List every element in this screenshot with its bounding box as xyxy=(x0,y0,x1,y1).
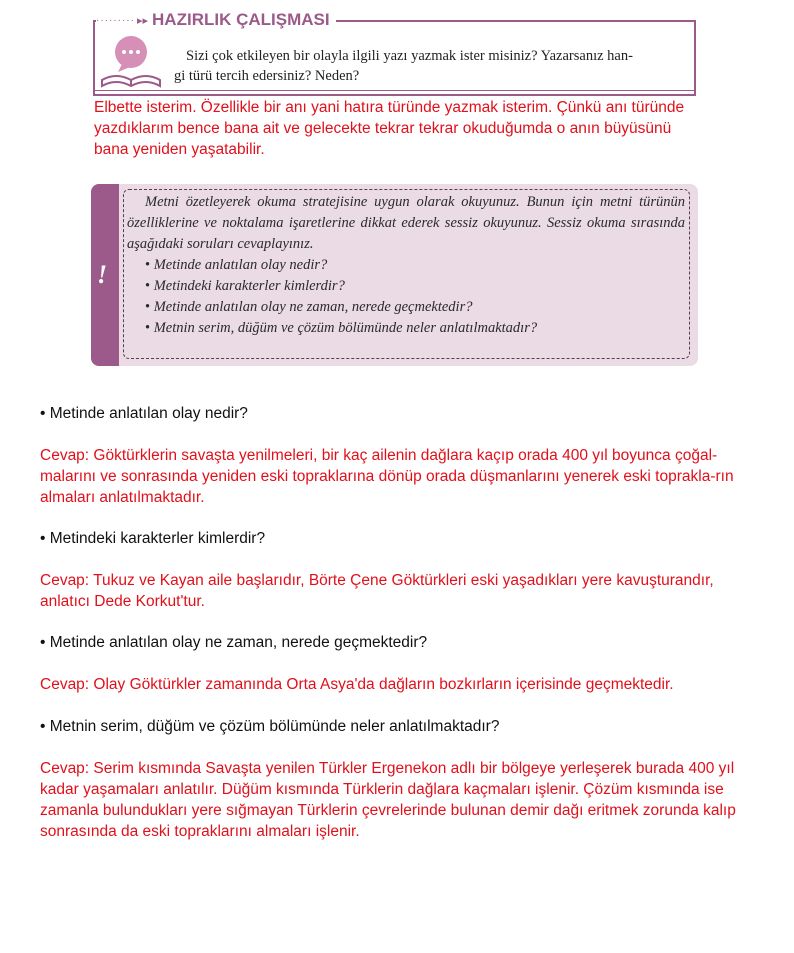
list-item: • Metinde anlatılan olay nedir? xyxy=(145,255,685,276)
list-item: • Metindeki karakterler kimlerdir? xyxy=(145,276,685,297)
info-paragraph: Metni özetleyerek okuma stratejisine uygun olarak okuyunuz. Bunun için metni türünün özelliklerine ve noktalama işaretlerine dikkat ederek sessiz okuyunuz. Sessiz okuma sırasında aşağıdaki soruları cevaplayınız. xyxy=(127,194,685,252)
preparation-header xyxy=(96,10,336,30)
list-item: • Metinde anlatılan olay ne zaman, nerede geçmektedir? xyxy=(145,297,685,318)
question-1: • Metinde anlatılan olay nedir? xyxy=(40,405,248,422)
question-3: • Metinde anlatılan olay ne zaman, nerede geçmektedir? xyxy=(40,634,428,651)
answer-1: Cevap: Göktürklerin savaşta yenilmeleri, bir kaç ailenin dağlara kaçıp orada 400 yıl boyunca çoğal-malarını ve sonrasında yeniden eski topraklarına dönüp orada düşmanlarını yenerek eski toprakla-rın almaları anlatılmaktadır. xyxy=(40,447,734,506)
speech-book-icon xyxy=(100,30,162,90)
question-line-2: gi türü tercih edersiniz? Neden? xyxy=(174,68,360,84)
question-line-1: Sizi çok etkileyen bir olayla ilgili yazı yazmak ister misiniz? Yazarsanız han- xyxy=(186,48,633,64)
double-arrow-icon: ▸▸ xyxy=(136,14,149,27)
question-4: • Metnin serim, düğüm ve çözüm bölümünde neler anlatılmaktadır? xyxy=(40,718,500,735)
preparation-title: HAZIRLIK ÇALIŞMASI xyxy=(152,10,330,29)
preparation-question xyxy=(174,46,686,86)
answer-4: Cevap: Serim kısmında Savaşta yenilen Türkler Ergenekon adlı bir bölgeye yerleşerek burada 400 yıl kadar yaşamaları anlatılır. Düğüm kısmında Türklerin dağlara kaçmaları işlenir. Çözüm kısmında ise zamanla bulundukları yere sığmayan Türklerin çevrelerinde bulunan demir dağı eritmek zorunda kalıp sonrasında da eski topraklarını almaları işlenir. xyxy=(40,760,736,840)
question-2: • Metindeki karakterler kimlerdir? xyxy=(40,530,266,547)
answer-3: Cevap: Olay Göktürkler zamanında Orta Asya'da dağların bozkırların içerisinde geçmektedir. xyxy=(40,676,674,693)
info-text xyxy=(127,192,685,339)
list-item: • Metnin serim, düğüm ve çözüm bölümünde neler anlatılmaktadır? xyxy=(145,318,685,339)
dots-decoration: ········· xyxy=(96,14,135,26)
answer-2: Cevap: Tukuz ve Kayan aile başlarıdır, Börte Çene Göktürkleri eski yaşadıkları yere kavuşturandır, anlatıcı Dede Korkut'tur. xyxy=(40,572,714,610)
preparation-answer: Elbette isterim. Özellikle bir anı yani hatıra türünde yazmak isterim. Çünkü anı türünde yazdıklarım bence bana ait ve gelecekte tekrar tekrar okuduğumda o anın büyüsünü bana yeniden yaşatabilir. xyxy=(94,99,685,158)
exclamation-icon: ! xyxy=(97,260,108,289)
info-question-list xyxy=(127,255,685,339)
